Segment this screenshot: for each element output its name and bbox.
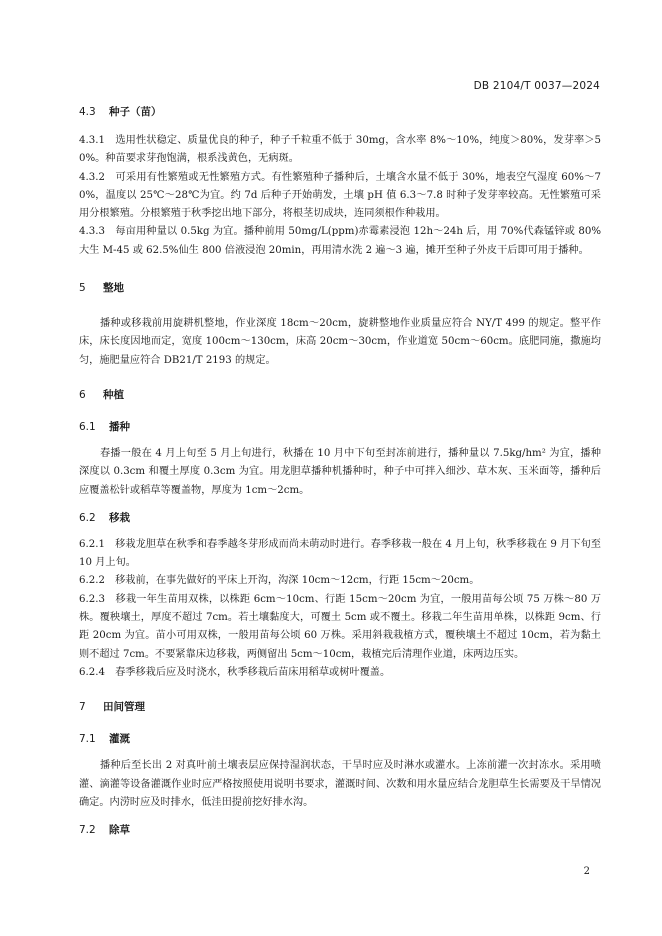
heading-number: 6.1 <box>79 420 96 433</box>
heading-number: 6.2 <box>79 511 96 524</box>
heading-title: 种子（苗） <box>109 106 162 118</box>
paragraph-5: 播种或移栽前用旋耕机整地，作业深度 18cm～20cm，旋耕整地作业质量应符合 NY/T 499 的规定。整平作床，床长度因地而定，宽度 100cm～130cm，床高 20cm～30cm，作业道宽 50cm～60cm。底肥同施，撒施均匀，施肥量应符合 DB21/T 2193 的规定。 <box>79 318 601 366</box>
paragraph-4-3-1: 4.3.1 选用性状稳定、质量优良的种子，种子千粒重不低于 30mg，含水率 8%～10%，纯度＞80%，发芽率＞50%。种苗要求芽孢饱满，根系浅黄色，无病斑。 <box>79 135 601 165</box>
document-body <box>79 104 601 838</box>
paragraph-6-2-1: 6.2.1 移栽龙胆草在秋季和春季越冬芽形成而尚未萌动时进行。春季移栽一般在 4 月上旬，秋季移栽在 9 月下旬至 10 月上旬。 <box>79 538 601 569</box>
heading-title: 种植 <box>103 388 124 401</box>
heading-title: 播种 <box>109 420 130 433</box>
heading-6-2 <box>79 510 601 526</box>
heading-7 <box>79 699 601 715</box>
heading-number: 6 <box>79 388 86 401</box>
paragraph-4-3-3: 4.3.3 每亩用种量以 0.5kg 为宜。播种前用 50mg/L(ppm)赤霉素浸泡 12h～24h 后，用 70%代森锰锌或 80%大生 M-45 或 62.5%仙生 800 倍液浸泡 20min，再用清水洗 2 遍～3 遍，摊开至种子外皮干后即可用于播种。 <box>79 226 601 256</box>
paragraph-6-2-3: 6.2.3 移栽一年生苗用双株，以株距 6cm～10cm、行距 15cm～20cm 为宜，一般用苗每公顷 75 万株～80 万株。覆秧壤土，厚度不超过 7cm。若土壤黏度大，可覆土 5cm 或不覆土。移栽二年生苗用单株，以株距 9cm、行距 20cm 为宜。苗小可用双株，一般用苗每公顷 60 万株。采用斜栽栽植方式，覆秧壤土不超过 10cm，若为黏土则不超过 7cm。不要紧靠床边移栽，两侧留出 5cm～10cm，栽植完后清理作业道，床两边压实。 <box>79 593 601 660</box>
heading-number: 4.3 <box>79 106 96 118</box>
heading-title: 田间管理 <box>103 701 145 714</box>
heading-6 <box>79 387 601 403</box>
heading-7-2 <box>79 822 601 838</box>
heading-number: 7.1 <box>79 733 96 746</box>
heading-number: 5 <box>79 282 86 295</box>
page-number: 2 <box>583 866 590 877</box>
paragraph-6-1: 春播一般在 4 月上旬至 5 月上旬进行，秋播在 10 月中下旬至封冻前进行，播种量以 7.5kg/hm² 为宜，播种深度以 0.3cm 和覆土厚度 0.3cm 为宜。用龙胆草播种机播种时，种子中可拌入细沙、草木灰、玉米面等，播种后应覆盖松针或稻草等覆盖物，厚度为 1cm～2cm。 <box>79 447 601 496</box>
heading-title: 除草 <box>109 824 130 837</box>
paragraph-7-1: 播种后至长出 2 对真叶前土壤表层应保持湿润状态，干旱时应及时淋水或灌水。上冻前灌一次封冻水。采用喷灌、滴灌等设备灌溉作业时应严格按照使用说明书要求，灌溉时间、次数和用水量应结合龙胆草生长需要及干旱情况确定。内涝时应及时排水，低洼田提前挖好排水沟。 <box>79 760 601 808</box>
heading-number: 7 <box>79 701 86 714</box>
heading-title: 移栽 <box>109 511 130 524</box>
heading-4-3 <box>79 104 601 120</box>
paragraph-6-2-4: 6.2.4 春季移栽后应及时浇水，秋季移栽后苗床用稻草或树叶覆盖。 <box>79 666 391 678</box>
paragraph-4-3-2: 4.3.2 可采用有性繁殖或无性繁殖方式。有性繁殖种子播种后，土壤含水量不低于 30%，地表空气湿度 60%～70%，温度以 25℃～28℃为宜。约 7d 后种子开始萌发，土壤 pH 值 6.3～7.8 时种子发芽率较高。无性繁殖可采用分根繁殖。分根繁殖于秋季挖出地下部分，将根茎切成块，连同须根作种栽用。 <box>79 171 601 220</box>
heading-number: 7.2 <box>79 824 96 837</box>
heading-5 <box>79 280 601 296</box>
paragraph-6-2-2: 6.2.2 移栽前，在事先做好的平床上开沟，沟深 10cm～12cm，行距 15cm～20cm。 <box>79 575 480 587</box>
heading-7-1 <box>79 731 601 747</box>
document-code: DB 2104/T 0037—2024 <box>473 80 600 92</box>
heading-title: 整地 <box>103 282 124 295</box>
heading-6-1 <box>79 419 601 435</box>
heading-title: 灌溉 <box>109 733 130 746</box>
